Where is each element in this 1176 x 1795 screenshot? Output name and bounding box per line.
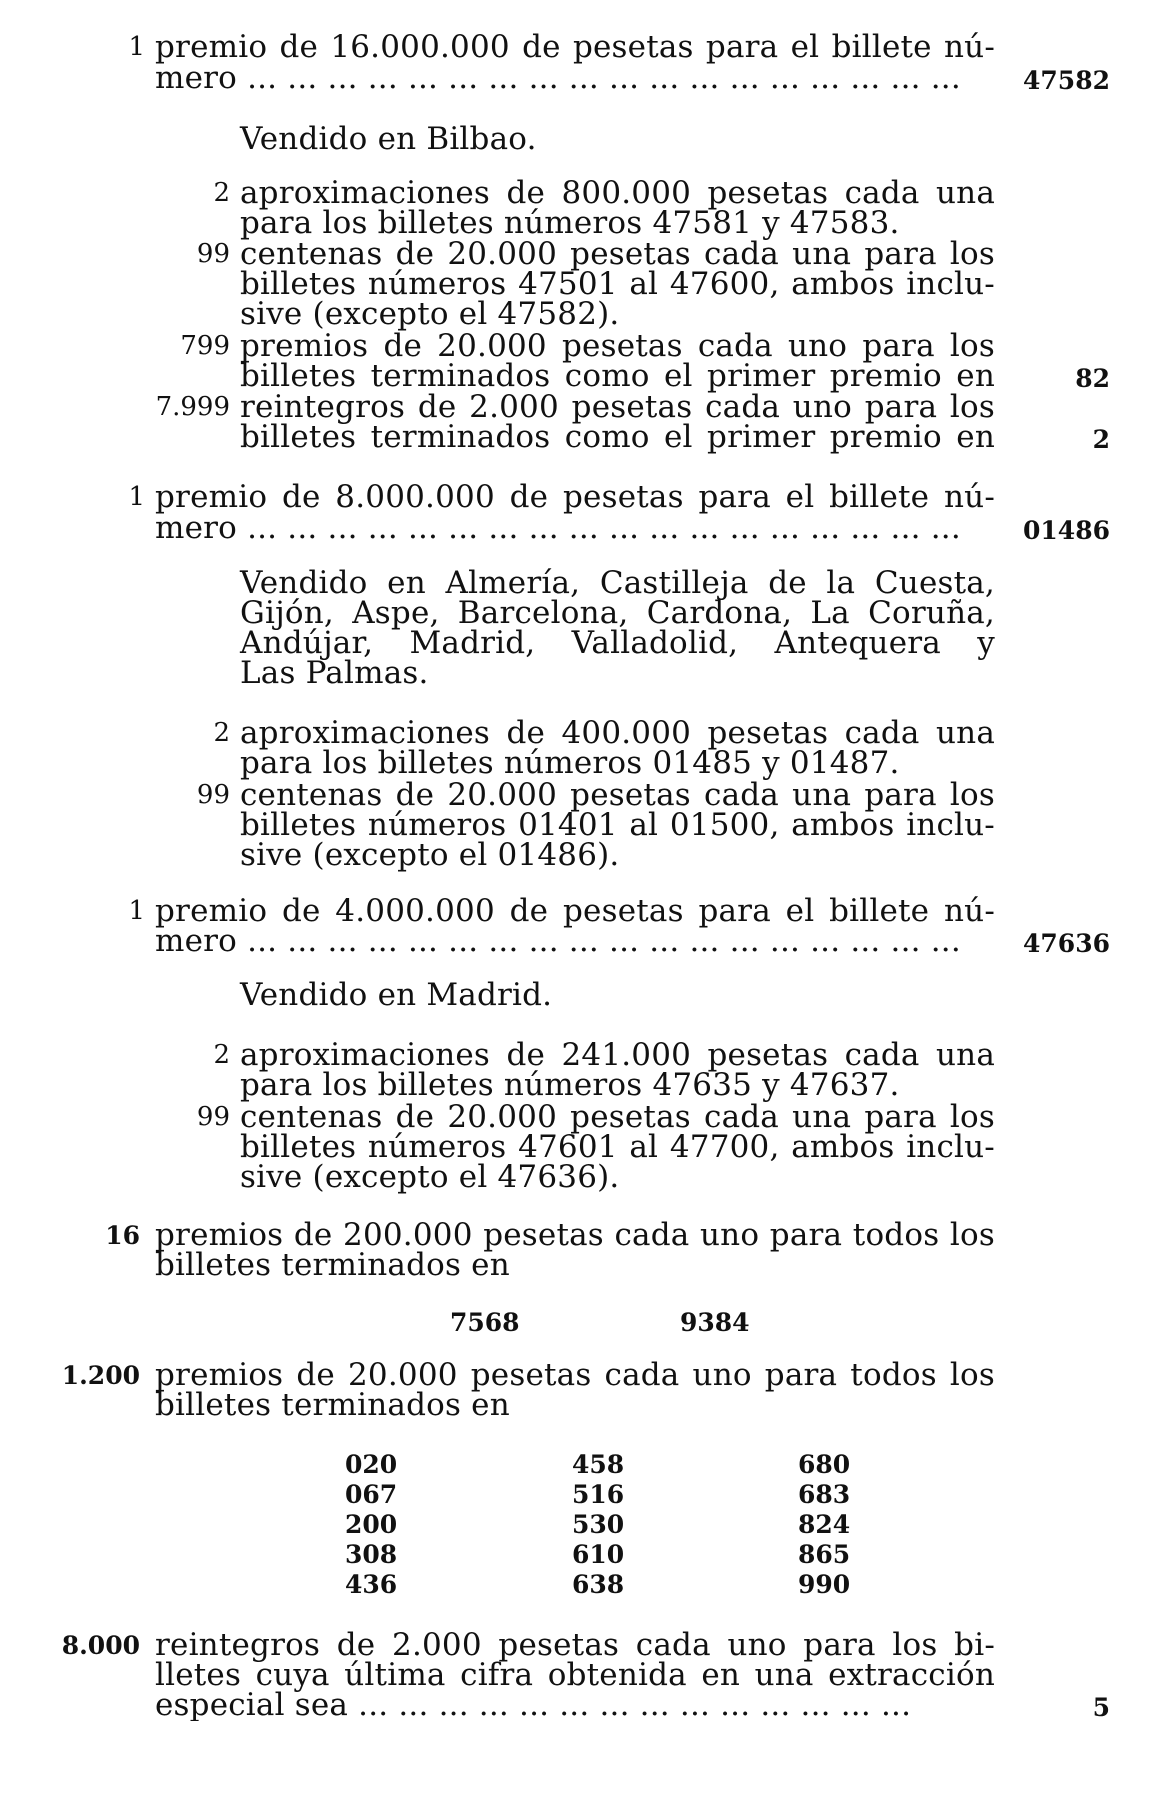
prize-description-line: billetes terminados en xyxy=(155,1247,510,1283)
sold-location: Gijón, Aspe, Barcelona, Cardona, La Coruña, xyxy=(240,595,995,631)
ending-number: 990 xyxy=(798,1570,851,1599)
prize-description-line: billetes terminados en xyxy=(155,1387,510,1423)
prize-count: 1.200 xyxy=(61,1361,140,1390)
endings-column xyxy=(345,1450,445,1600)
sub-prize-line: aproximaciones de 800.000 pesetas cada una xyxy=(240,175,995,211)
ending-number: 516 xyxy=(572,1480,625,1509)
sub-prize-count: 7.999 xyxy=(155,392,230,422)
sub-prize-line: billetes terminados como el primer premio en xyxy=(240,419,995,455)
prize-count: 1 xyxy=(128,896,145,926)
prize-description-line: premio de 8.000.000 de pesetas para el billete nú- xyxy=(155,479,995,515)
sub-prize-line: centenas de 20.000 pesetas cada una para los xyxy=(240,1099,995,1135)
prize-description-line: premios de 20.000 pesetas cada uno para todos los xyxy=(155,1357,995,1393)
sub-prize-count: 799 xyxy=(180,331,230,361)
sub-prize-line: aproximaciones de 400.000 pesetas cada una xyxy=(240,715,995,751)
ending-value: 5 xyxy=(1092,1693,1110,1722)
sold-location: Las Palmas. xyxy=(240,655,429,691)
ending-number: 638 xyxy=(572,1570,625,1599)
prize-description-line: lletes cuya última cifra obtenida en una extracción xyxy=(155,1657,995,1693)
ending-number: 308 xyxy=(345,1540,398,1569)
winning-number: 47636 xyxy=(1023,929,1110,958)
prize-description-line: mero ... ... ... ... ... ... ... ... ... ... ... ... ... ... ... ... ... ... xyxy=(155,513,961,544)
prize-count: 1 xyxy=(128,482,145,512)
sub-prize-line: reintegros de 2.000 pesetas cada uno para los xyxy=(240,389,995,425)
sub-prize-line: billetes números 47601 al 47700, ambos inclu- xyxy=(240,1129,995,1165)
prize-description-line: reintegros de 2.000 pesetas cada uno para los bi- xyxy=(155,1627,995,1663)
prize-description-line: mero ... ... ... ... ... ... ... ... ... ... ... ... ... ... ... ... ... ... xyxy=(155,926,961,957)
winning-number: 01486 xyxy=(1023,516,1110,545)
sub-prize-line: billetes terminados como el primer premio en xyxy=(240,358,995,394)
ending-number: 683 xyxy=(798,1480,851,1509)
sub-prize-line: sive (excepto el 47582). xyxy=(240,296,620,332)
sub-prize-line: para los billetes números 47581 y 47583. xyxy=(240,205,900,241)
prize-count: 1 xyxy=(128,32,145,62)
prize-description-line: premio de 4.000.000 de pesetas para el billete nú- xyxy=(155,893,995,929)
sub-prize-line: sive (excepto el 47636). xyxy=(240,1159,620,1195)
endings-column xyxy=(798,1450,898,1600)
sub-prize-line: billetes números 47501 al 47600, ambos inclu- xyxy=(240,266,995,302)
ending-number: 824 xyxy=(798,1510,851,1539)
ending-number: 680 xyxy=(798,1450,851,1479)
ending-number: 200 xyxy=(345,1510,398,1539)
sold-location: Vendido en Bilbao. xyxy=(240,121,537,157)
ending-number: 7568 xyxy=(450,1308,520,1337)
ending-number: 9384 xyxy=(680,1308,750,1337)
prize-description-line: premios de 200.000 pesetas cada uno para todos los xyxy=(155,1217,995,1253)
sub-prize-line: aproximaciones de 241.000 pesetas cada una xyxy=(240,1037,995,1073)
ending-number: 530 xyxy=(572,1510,625,1539)
sub-prize-line: para los billetes números 01485 y 01487. xyxy=(240,745,900,781)
ending-number: 610 xyxy=(572,1540,625,1569)
endings-column xyxy=(572,1450,672,1600)
ending-number: 067 xyxy=(345,1480,398,1509)
prize-count: 16 xyxy=(105,1221,140,1250)
sold-location: Andújar, Madrid, Valladolid, Antequera y xyxy=(240,625,995,661)
winning-number: 47582 xyxy=(1023,66,1110,95)
sub-prize-line: para los billetes números 47635 y 47637. xyxy=(240,1067,900,1103)
sub-prize-line: billetes números 01401 al 01500, ambos inclu- xyxy=(240,807,995,843)
ending-number: 458 xyxy=(572,1450,625,1479)
sub-prize-count: 99 xyxy=(196,1102,230,1132)
ending-number: 436 xyxy=(345,1570,398,1599)
sub-prize-line: sive (excepto el 01486). xyxy=(240,837,620,873)
sold-location: Vendido en Madrid. xyxy=(240,977,553,1013)
sub-prize-count: 99 xyxy=(196,780,230,810)
sub-prize-line: centenas de 20.000 pesetas cada una para los xyxy=(240,777,995,813)
sub-prize-count: 2 xyxy=(213,178,230,208)
sub-prize-count: 99 xyxy=(196,239,230,269)
ending-number: 020 xyxy=(345,1450,398,1479)
ending-value: 82 xyxy=(1075,364,1110,393)
sub-prize-count: 2 xyxy=(213,718,230,748)
prize-description-line: mero ... ... ... ... ... ... ... ... ... ... ... ... ... ... ... ... ... ... xyxy=(155,63,961,94)
prize-count: 8.000 xyxy=(61,1631,140,1660)
sub-prize-line: premios de 20.000 pesetas cada uno para los xyxy=(240,328,995,364)
prize-description-line: premio de 16.000.000 de pesetas para el billete nú- xyxy=(155,29,995,65)
sold-location: Vendido en Almería, Castilleja de la Cuesta, xyxy=(240,565,995,601)
sub-prize-count: 2 xyxy=(213,1040,230,1070)
ending-value: 2 xyxy=(1092,425,1110,454)
prize-description-line: especial sea ... ... ... ... ... ... ... ... ... ... ... ... ... ... xyxy=(155,1690,912,1721)
sub-prize-line: centenas de 20.000 pesetas cada una para los xyxy=(240,236,995,272)
ending-number: 865 xyxy=(798,1540,851,1569)
